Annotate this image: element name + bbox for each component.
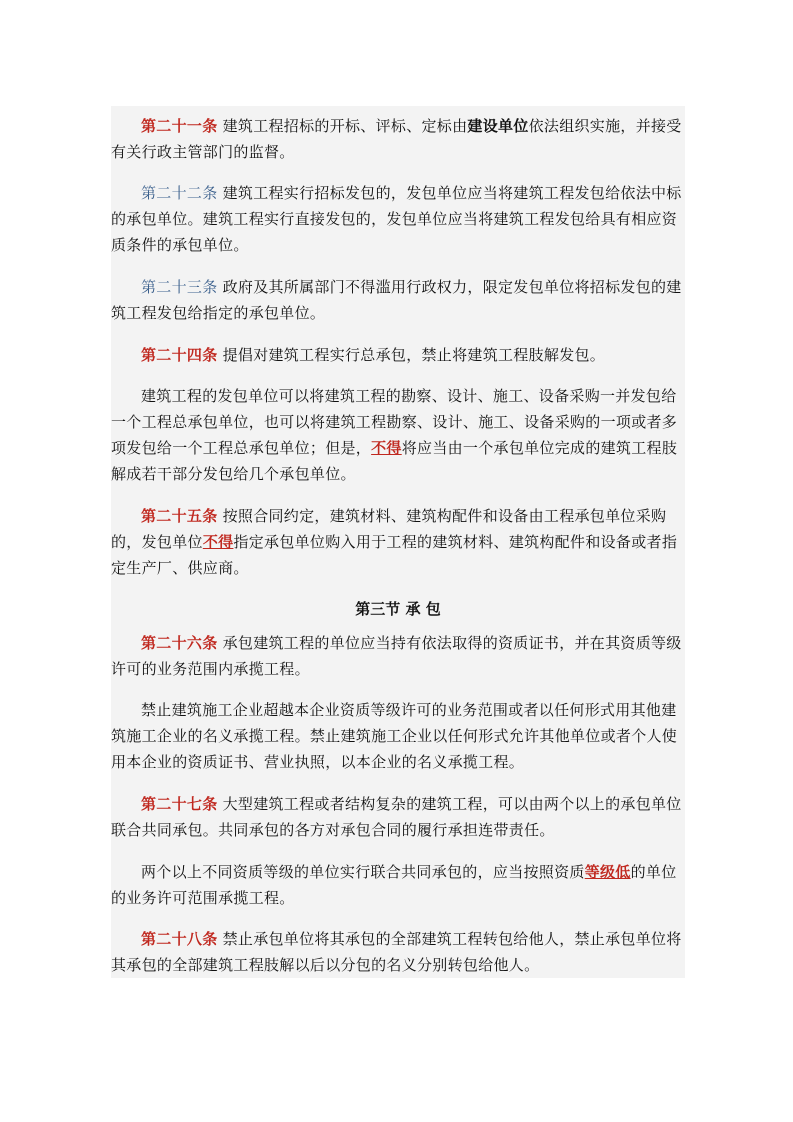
article-text: 两个以上不同资质等级的单位实行联合共同承包的，应当按照资质 (141, 863, 585, 881)
article-text: 大型建筑工程或者结构复杂的建筑工程，可以由两个以上的承包单位联合共同承包。共同承包的各方对承包合同的履行承担连带责任。 (111, 795, 682, 839)
article-text: 依法组织实施，并接受有关行政主管部门的监督。 (111, 117, 682, 161)
article-text: 建筑工程实行招标发包的，发包单位应当将建筑工程发包给依法中标的承包单位。建筑工程实行直接发包的，发包单位应当将建筑工程发包给具有相应资质条件的承包单位。 (111, 184, 682, 254)
article-text: 按照合同约定，建筑材料、建筑构配件和设备由工程承包单位采购的，发包单位 (111, 507, 667, 551)
article-25 (111, 503, 685, 581)
article-text: 提倡对建筑工程实行总承包，禁止将建筑工程肢解发包。 (222, 346, 606, 364)
article-26 (111, 630, 685, 682)
emphasis-link[interactable]: 不得 (202, 533, 234, 551)
article-number: 第二十四条 (141, 346, 218, 364)
article-24 (111, 342, 685, 368)
article-text: 的单位的业务许可范围承揽工程。 (111, 863, 677, 907)
article-number: 第二十二条 (141, 184, 218, 202)
article-number: 第二十八条 (141, 930, 218, 948)
article-28 (111, 926, 685, 978)
article-number: 第二十七条 (141, 795, 218, 813)
emphasis-link[interactable]: 等级低 (584, 863, 631, 881)
article-number: 第二十五条 (141, 507, 218, 525)
article-26-paragraph-2 (111, 697, 685, 775)
document-body (111, 106, 685, 978)
article-text: 将应当由一个承包单位完成的建筑工程肢解成若干部分发包给几个承包单位。 (111, 439, 678, 483)
article-text: 建筑工程招标的开标、评标、定标由 (222, 117, 468, 135)
article-text: 承包建筑工程的单位应当持有依法取得的资质证书，并在其资质等级许可的业务范围内承揽工程。 (111, 634, 682, 678)
emphasis-link[interactable]: 不得 (371, 439, 402, 457)
article-22 (111, 180, 685, 258)
article-24-paragraph-2 (111, 383, 685, 487)
article-text: 禁止建筑施工企业超越本企业资质等级许可的业务范围或者以任何形式用其他建筑施工企业的名义承揽工程。禁止建筑施工企业以任何形式允许其他单位或者个人使用本企业的资质证书、营业执照，以本企业的名义承揽工程。 (111, 701, 678, 771)
article-21 (111, 113, 685, 165)
article-27 (111, 791, 685, 843)
article-text: 指定承包单位购入用于工程的建筑材料、建筑构配件和设备或者指定生产厂、供应商。 (111, 533, 678, 577)
article-number: 第二十六条 (141, 634, 218, 652)
article-text: 政府及其所属部门不得滥用行政权力，限定发包单位将招标发包的建筑工程发包给指定的承包单位。 (111, 278, 682, 322)
article-text: 建筑工程的发包单位可以将建筑工程的勘察、设计、施工、设备采购一并发包给一个工程总承包单位，也可以将建筑工程勘察、设计、施工、设备采购的一项或者多项发包给一个工程总承包单位；但是， (111, 387, 678, 457)
article-27-paragraph-2 (111, 859, 685, 911)
section-heading: 第三节 承 包 (355, 600, 441, 618)
article-23 (111, 274, 685, 326)
article-number: 第二十一条 (141, 117, 218, 135)
article-number: 第二十三条 (141, 278, 218, 296)
bold-term: 建设单位 (467, 117, 529, 135)
article-text: 禁止承包单位将其承包的全部建筑工程转包给他人，禁止承包单位将其承包的全部建筑工程肢解以后以分包的名义分别转包给他人。 (111, 930, 682, 974)
